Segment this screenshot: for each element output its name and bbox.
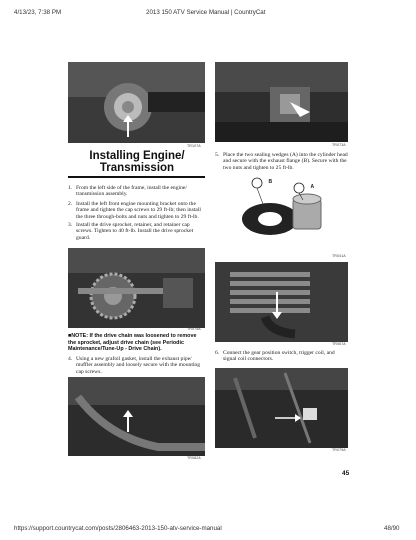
step-item <box>68 185 205 198</box>
figure-code: TR041A <box>332 254 346 258</box>
diagram-sealing-wedges <box>215 174 348 254</box>
step-text: Install the left front engine mounting bracket onto the frame and tighten the cap screws to 29 ft-lb; then install the three through-bolts and nuts and tighten to 29 ft-lb. <box>76 201 201 220</box>
callout-a: A <box>310 184 315 190</box>
step-text: Using a new grafoil gasket, install the exhaust pipe/ muffler assembly and loosely secure with the mounting cap screws. <box>76 356 201 375</box>
photo-cylinder-head <box>215 262 348 342</box>
page-number: 45 <box>342 470 350 477</box>
print-datetime: 4/13/23, 7:38 PM <box>14 9 62 16</box>
step-item <box>68 201 205 220</box>
section-title-line1: Installing Engine/ <box>89 150 185 162</box>
photo-frame-bracket <box>215 62 348 142</box>
step-number: 2. <box>68 201 73 207</box>
step-text: Place the two sealing wedges (A) into the cylinder head and secure with the exhaust flange (B). Secure with the two nuts and tighten to 25 ft-lb. <box>223 152 348 171</box>
note-drive-chain: ■NOTE: If the drive chain was loosened to remove the sprocket, adjust drive chain (see Periodic Maintenance/Tune-Up - Drive Chain). <box>68 333 197 353</box>
step-text: Install the drive sprocket, retainer, and retainer cap screws. Tighten to 40 ft-lb. Install the drive sprocket guard. <box>76 222 194 241</box>
section-rule <box>68 176 205 178</box>
photo-drive-sprocket <box>68 248 205 328</box>
section-title-line2: Transmission <box>99 162 175 174</box>
photo-engine-mount <box>68 62 205 143</box>
footer-page-count: 48/90 <box>384 525 400 532</box>
section-title <box>68 150 206 174</box>
step-number: 3. <box>68 222 73 228</box>
figure-code: TR107A <box>187 144 201 148</box>
step-number: 5. <box>215 152 220 158</box>
step-number: 4. <box>68 356 73 362</box>
figure-code: TR075A <box>187 327 201 331</box>
photo-exhaust-pipe <box>68 377 205 456</box>
step-text: Connect the gear position switch, trigger coil, and signal coil connectors. <box>223 350 335 363</box>
step-item <box>215 350 349 363</box>
step-item <box>68 222 205 241</box>
step-number: 1. <box>68 185 73 191</box>
step-item <box>68 356 205 375</box>
step-item <box>215 152 349 171</box>
figure-code: TR067A <box>332 342 346 346</box>
step-number: 6. <box>215 350 220 356</box>
callout-b: B <box>268 179 273 185</box>
footer-url[interactable]: https://support.countrycat.com/posts/2806463-2013-150-atv-service-manual <box>14 525 222 532</box>
figure-code: TR079A <box>332 448 346 452</box>
figure-code: TR082A <box>187 456 201 460</box>
figure-code: TR073A <box>332 143 346 147</box>
print-title: 2013 150 ATV Service Manual | CountryCat <box>146 9 266 16</box>
photo-connectors <box>215 368 348 448</box>
step-text: From the left side of the frame, install the engine/ transmission assembly. <box>76 185 187 198</box>
